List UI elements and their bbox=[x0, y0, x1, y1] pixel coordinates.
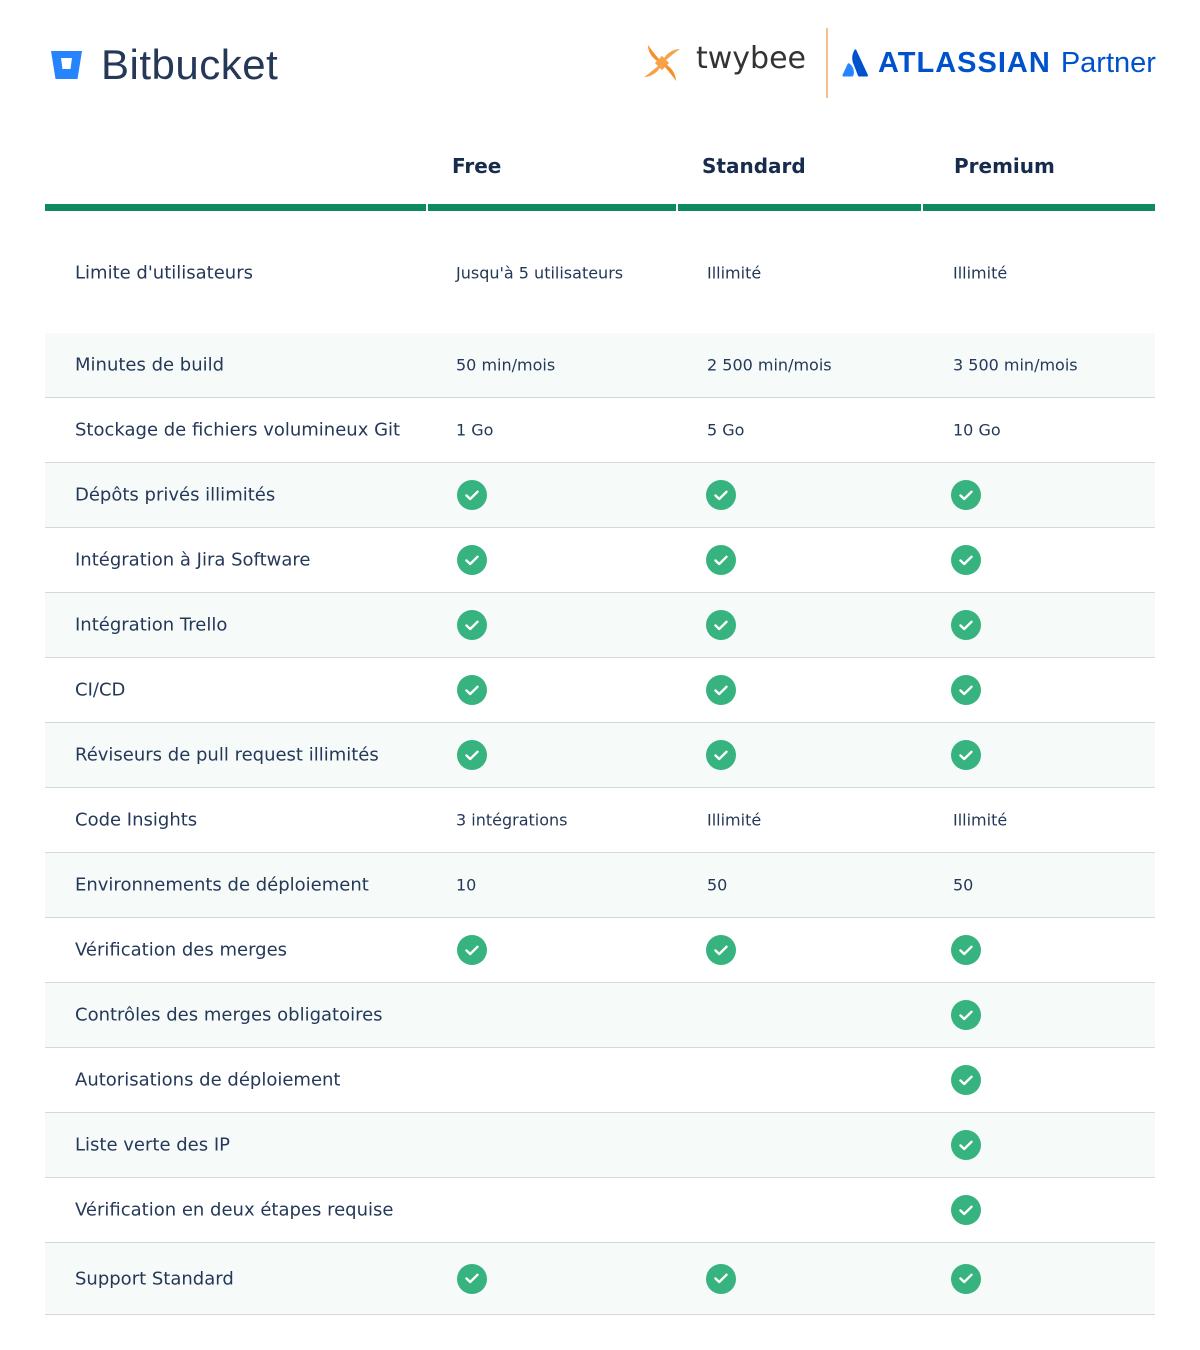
cell-value-premium: Illimité bbox=[953, 263, 1008, 283]
checkmark-glyph bbox=[959, 620, 973, 631]
checkmark-glyph bbox=[714, 555, 728, 566]
checkmark-glyph bbox=[959, 1075, 973, 1086]
feature-name: Environnements de déploiement bbox=[75, 874, 369, 896]
partner-name: twybee bbox=[696, 41, 807, 76]
checkmark-glyph bbox=[465, 490, 479, 501]
column-header-standard: Standard bbox=[702, 154, 806, 178]
feature-name: Liste verte des IP bbox=[75, 1134, 231, 1156]
feature-name: Dépôts privés illimités bbox=[75, 484, 276, 506]
cell-value-free: 50 min/mois bbox=[456, 355, 556, 375]
cell-value-standard: Illimité bbox=[707, 263, 762, 283]
partner-lockup bbox=[636, 28, 1156, 98]
feature-name: Autorisations de déploiement bbox=[75, 1069, 341, 1091]
check-icon bbox=[457, 480, 487, 510]
feature-name: Contrôles des merges obligatoires bbox=[75, 1004, 383, 1026]
partner-divider bbox=[826, 28, 828, 98]
checkmark-glyph bbox=[959, 555, 973, 566]
check-icon bbox=[706, 740, 736, 770]
cell-value-standard: Illimité bbox=[707, 810, 762, 830]
check-icon bbox=[706, 675, 736, 705]
check-icon bbox=[457, 935, 487, 965]
table-row bbox=[45, 658, 1155, 723]
atlassian-triangle-icon bbox=[842, 49, 868, 77]
checkmark-glyph bbox=[959, 490, 973, 501]
table-row bbox=[45, 1178, 1155, 1243]
check-icon bbox=[457, 740, 487, 770]
check-icon bbox=[951, 545, 981, 575]
check-icon bbox=[457, 610, 487, 640]
cell-value-premium: 50 bbox=[953, 875, 974, 895]
checkmark-glyph bbox=[465, 555, 479, 566]
checkmark-glyph bbox=[465, 620, 479, 631]
table-row bbox=[45, 723, 1155, 788]
header-rule-gap bbox=[921, 204, 923, 211]
feature-name: Minutes de build bbox=[75, 354, 225, 376]
feature-name: Intégration Trello bbox=[75, 614, 228, 636]
check-icon bbox=[457, 545, 487, 575]
cell-value-premium: Illimité bbox=[953, 810, 1008, 830]
feature-name: Code Insights bbox=[75, 809, 198, 831]
bitbucket-logo bbox=[50, 41, 279, 88]
check-icon bbox=[706, 545, 736, 575]
table-row bbox=[45, 983, 1155, 1048]
cell-value-standard: 2 500 min/mois bbox=[707, 355, 832, 375]
checkmark-glyph bbox=[959, 750, 973, 761]
check-icon bbox=[706, 935, 736, 965]
checkmark-glyph bbox=[465, 750, 479, 761]
checkmark-glyph bbox=[959, 1273, 973, 1284]
table-row bbox=[45, 528, 1155, 593]
check-icon bbox=[706, 610, 736, 640]
table-row bbox=[45, 788, 1155, 853]
checkmark-glyph bbox=[714, 945, 728, 956]
product-name: Bitbucket bbox=[101, 41, 279, 88]
cell-value-free: 1 Go bbox=[456, 420, 494, 440]
checkmark-glyph bbox=[959, 1140, 973, 1151]
checkmark-glyph bbox=[465, 1273, 479, 1284]
check-icon bbox=[951, 1130, 981, 1160]
table-row bbox=[45, 1113, 1155, 1178]
checkmark-glyph bbox=[714, 620, 728, 631]
table-row bbox=[45, 593, 1155, 658]
twybee-pinwheel-icon bbox=[636, 37, 688, 89]
feature-name: Intégration à Jira Software bbox=[75, 549, 311, 571]
cell-value-standard: 50 bbox=[707, 875, 728, 895]
checkmark-glyph bbox=[465, 945, 479, 956]
table-row bbox=[45, 211, 1155, 333]
checkmark-glyph bbox=[959, 1010, 973, 1021]
check-icon bbox=[951, 740, 981, 770]
check-icon bbox=[706, 1264, 736, 1294]
check-icon bbox=[951, 675, 981, 705]
table-row bbox=[45, 333, 1155, 398]
cell-value-premium: 3 500 min/mois bbox=[953, 355, 1078, 375]
table-row bbox=[45, 918, 1155, 983]
feature-name: Réviseurs de pull request illimités bbox=[75, 744, 379, 766]
page-header bbox=[0, 0, 1200, 120]
check-icon bbox=[951, 480, 981, 510]
table-row bbox=[45, 463, 1155, 528]
feature-name: Vérification des merges bbox=[75, 939, 288, 961]
table-row bbox=[45, 1048, 1155, 1113]
feature-name: CI/CD bbox=[75, 679, 126, 701]
bitbucket-bucket-icon bbox=[50, 50, 83, 80]
table-body bbox=[45, 211, 1155, 1315]
pricing-comparison-table bbox=[45, 140, 1155, 1315]
checkmark-glyph bbox=[714, 490, 728, 501]
cell-value-free: 3 intégrations bbox=[456, 810, 568, 830]
checkmark-glyph bbox=[959, 945, 973, 956]
column-header-premium: Premium bbox=[954, 154, 1055, 178]
table-header bbox=[45, 140, 1155, 211]
check-icon bbox=[951, 935, 981, 965]
table-row bbox=[45, 853, 1155, 918]
check-icon bbox=[706, 480, 736, 510]
checkmark-glyph bbox=[714, 1273, 728, 1284]
checkmark-glyph bbox=[959, 685, 973, 696]
cell-value-premium: 10 Go bbox=[953, 420, 1001, 440]
checkmark-glyph bbox=[959, 1205, 973, 1216]
checkmark-glyph bbox=[714, 750, 728, 761]
checkmark-glyph bbox=[465, 685, 479, 696]
cell-value-free: 10 bbox=[456, 875, 477, 895]
feature-name: Limite d'utilisateurs bbox=[75, 262, 253, 284]
partner-label: Partner bbox=[1060, 46, 1156, 79]
header-rule-gap bbox=[676, 204, 678, 211]
feature-name: Support Standard bbox=[75, 1268, 234, 1289]
cell-value-standard: 5 Go bbox=[707, 420, 745, 440]
check-icon bbox=[951, 1000, 981, 1030]
cell-value-free: Jusqu'à 5 utilisateurs bbox=[456, 263, 624, 283]
feature-name: Stockage de fichiers volumineux Git bbox=[75, 419, 401, 441]
check-icon bbox=[951, 610, 981, 640]
check-icon bbox=[951, 1195, 981, 1225]
table-row bbox=[45, 1243, 1155, 1315]
header-rule-gap bbox=[426, 204, 428, 211]
check-icon bbox=[951, 1065, 981, 1095]
checkmark-glyph bbox=[714, 685, 728, 696]
check-icon bbox=[951, 1264, 981, 1294]
check-icon bbox=[457, 675, 487, 705]
check-icon bbox=[457, 1264, 487, 1294]
atlassian-wordmark: ATLASSIAN bbox=[878, 46, 1051, 79]
table-row bbox=[45, 398, 1155, 463]
feature-name: Vérification en deux étapes requise bbox=[75, 1199, 394, 1221]
column-header-free: Free bbox=[452, 154, 502, 178]
